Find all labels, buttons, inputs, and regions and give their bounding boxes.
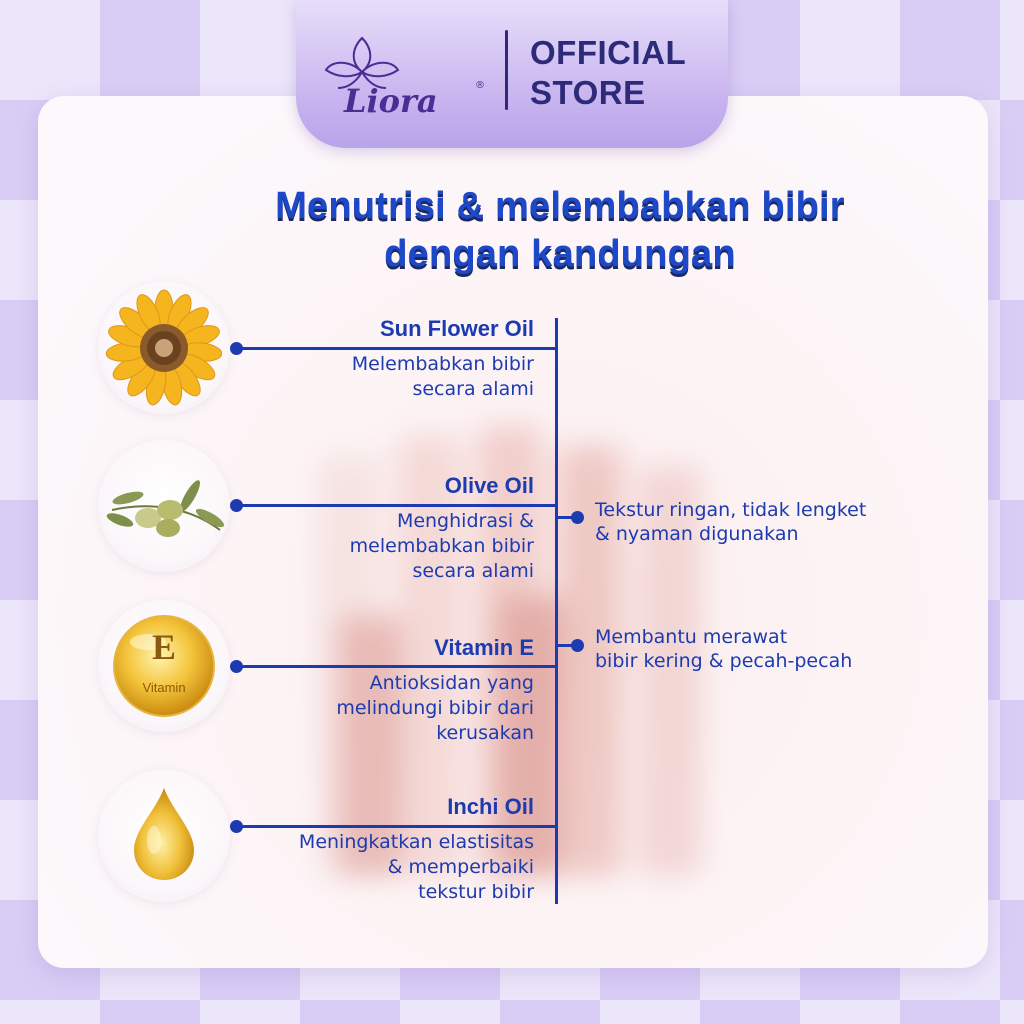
connector-line (236, 504, 558, 507)
sunflower-icon (98, 282, 230, 414)
brand-name: Liora (344, 82, 438, 120)
vitamin-e-caption: Vitamin (142, 680, 186, 695)
ingredient-description: Menghidrasi & melembabkan bibir secara alami (349, 510, 534, 582)
ingredient-description: Meningkatkan elastisitas & memperbaiki tekstur bibir (298, 831, 534, 903)
headline: Menutrisi & melembabkan bibir dengan kandungan (275, 185, 845, 275)
olive-icon (98, 440, 230, 572)
ingredient-title: Inchi Oil (447, 794, 534, 819)
connector-line (236, 347, 558, 350)
ingredient-title: Sun Flower Oil (379, 316, 534, 341)
connector-vertical-line (555, 318, 558, 904)
store-header (296, 0, 728, 148)
benefit-connector-dot (571, 639, 584, 652)
benefit-text: Membantu merawat bibir kering & pecah-pecah (595, 626, 853, 672)
ingredient-title: Vitamin E (434, 635, 534, 660)
ingredient-title: Olive Oil (444, 473, 534, 498)
oil-drop-icon (98, 770, 230, 902)
official-store-label: OFFICIAL STORE (530, 34, 687, 111)
brand-logo (322, 30, 492, 120)
ingredient-description: Melembabkan bibir secara alami (351, 353, 534, 400)
ingredient-description: Antioksidan yang melindungi bibir dari kerusakan (336, 672, 534, 744)
connector-line (236, 665, 558, 668)
vitamin-e-icon (98, 600, 230, 732)
connector-line (236, 825, 558, 828)
benefit-connector-dot (571, 511, 584, 524)
benefit-text: Tekstur ringan, tidak lengket & nyaman digunakan (595, 499, 867, 545)
vitamin-e-letter: E (151, 627, 176, 667)
registered-mark: ® (475, 80, 485, 91)
header-divider (505, 30, 508, 110)
